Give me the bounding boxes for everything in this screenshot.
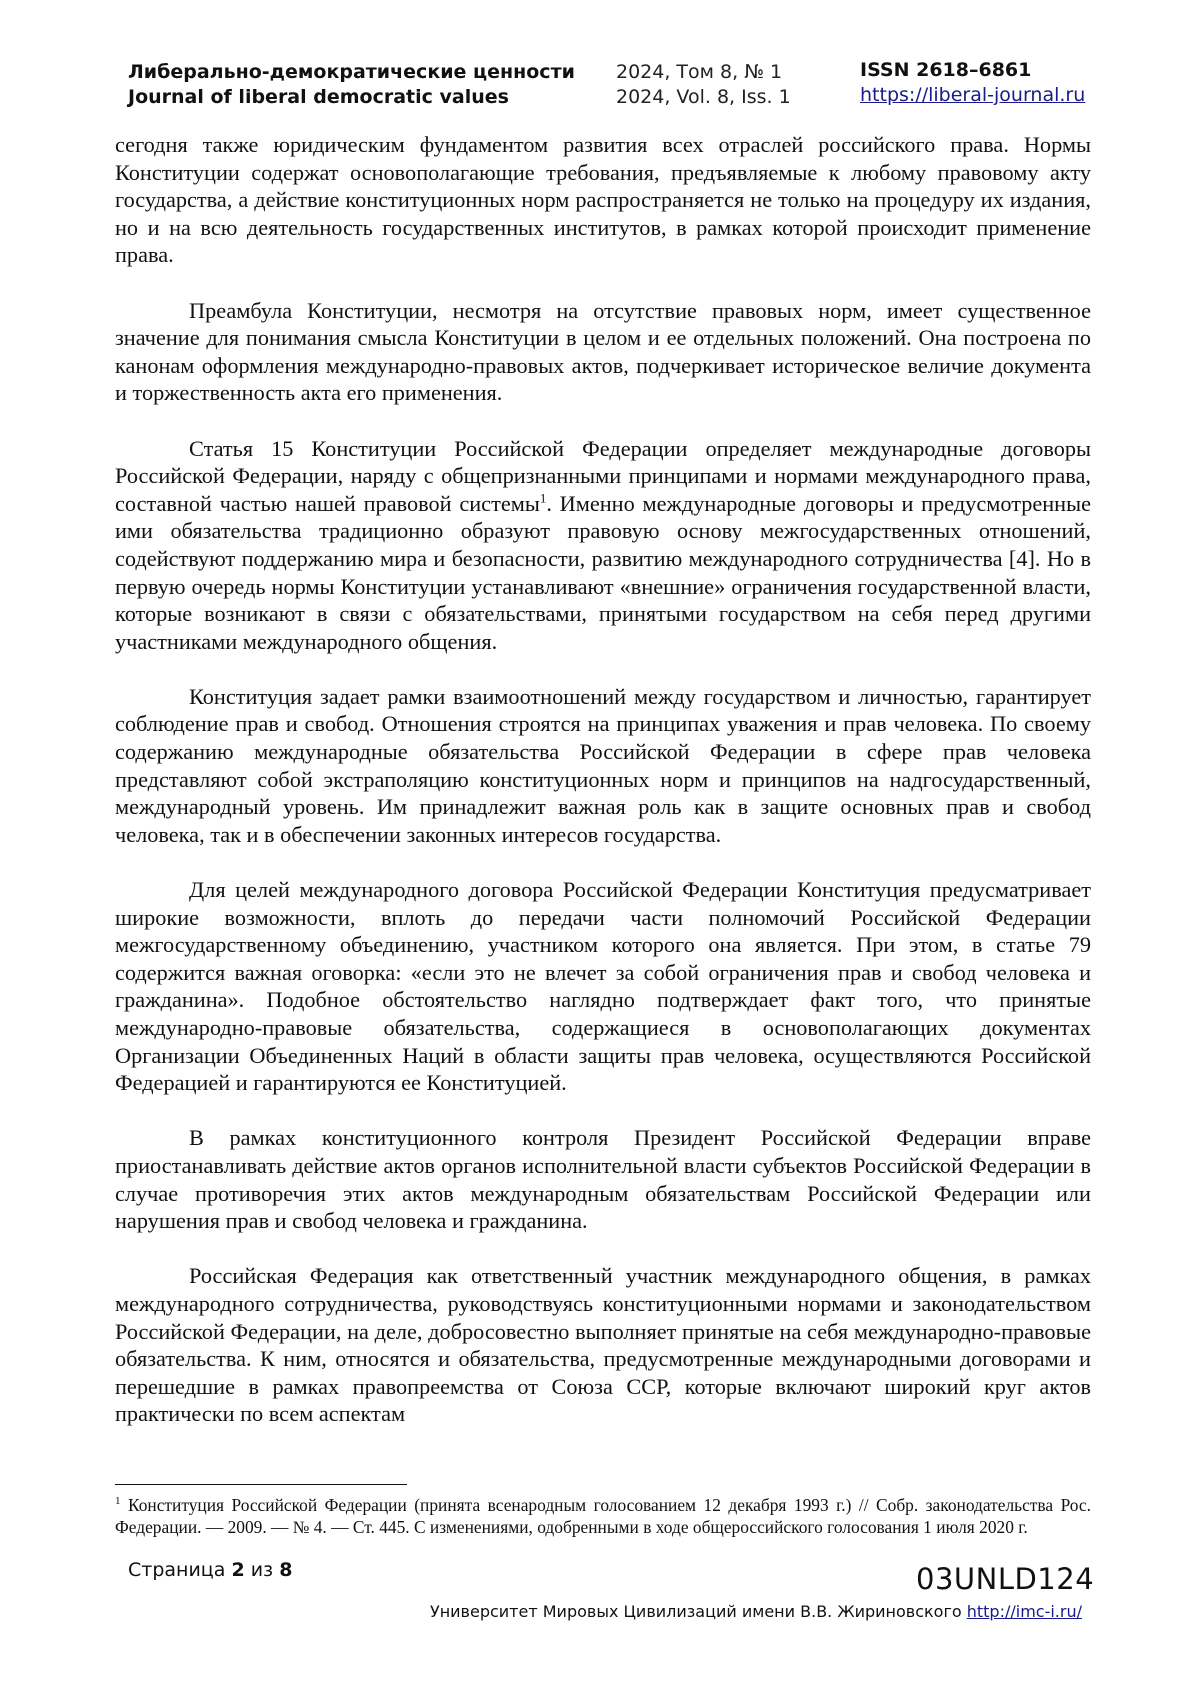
footnote-ref[interactable]: 1 <box>539 490 547 506</box>
university-url-link[interactable]: http://imc-i.ru/ <box>966 1602 1082 1621</box>
paragraph-2: Преамбула Конституции, несмотря на отсутствие правовых норм, имеет существенное значение для понимания смысла Конституции в целом и ее отдельных положений. Она построена по канонам оформления международно-правовых актов, подчеркивает историческое величие документа и торжественность акта его применения. <box>115 297 1091 406</box>
footnote <box>115 1494 1091 1538</box>
paragraph-1: сегодня также юридическим фундаментом развития всех отраслей российского права. Нормы Конституции содержат основополагающие требования, предъявляемые к любому правовому акту государства, а действие конституционных норм распространяется не только на процедуру их издания, но и на всю деятельность государственных институтов, в рамках которой происходит применение права. <box>115 132 1091 268</box>
issue-info <box>616 60 791 110</box>
footnote-divider <box>115 1484 407 1485</box>
paragraph-4: Конституция задает рамки взаимоотношений между государством и личностью, гарантирует соблюдение прав и свобод. Отношения строятся на принципах уважения и прав человека. По своему содержанию международные обязательства Российской Федерации в сфере прав человека представляют собой экстраполяцию конституционных норм и принципов на надгосударственный, международный уровень. Им принадлежит важная роль как в защите основных прав и свобод человека, так и в обеспечении законных интересов государства. <box>115 683 1091 847</box>
footnote-text: Конституция Российской Федерации (принята всенародным голосованием 12 декабря 1993 г.) // Собр. законодательства Рос. Федерации. — 2009. — № 4. — Ст. 445. С изменениями, одобренными в ходе общероссийского голосования 1 июля 2020 г. <box>115 1495 1091 1537</box>
journal-url-link[interactable]: https://liberal-journal.ru <box>860 84 1086 106</box>
page-mid: из <box>244 1559 280 1581</box>
university-name: Университет Мировых Цивилизаций имени В.В. Жириновского <box>429 1602 967 1621</box>
article-body <box>115 131 1091 1456</box>
issue-en: 2024, Vol. 8, Iss. 1 <box>616 86 791 108</box>
page-number <box>128 1559 292 1581</box>
paragraph-3 <box>115 435 1091 656</box>
journal-title <box>128 60 575 110</box>
university-line <box>430 1602 1082 1621</box>
page-current: 2 <box>231 1559 245 1581</box>
paragraph-3-text-b: . Именно международные договоры и предусмотренные ими обязательства традиционно образуют правовую основу межгосударственных отношений, содействуют поддержанию мира и безопасности, развитию международного сотрудничества [4]. Но в первую очередь нормы Конституции устанавливают «внешние» ограничения государственной власти, которые возникают в связи с обязательствами, принятыми государством на себя перед другими участниками международного общения. <box>115 490 1091 654</box>
page-total: 8 <box>279 1559 293 1581</box>
issue-ru: 2024, Том 8, № 1 <box>616 61 783 83</box>
journal-id <box>860 58 1085 108</box>
paragraph-3-text-a: Статья 15 Конституции Российской Федерации определяет международные договоры Российской Федерации, наряду с общепризнанными принципами и нормами международного права, составной частью нашей правовой системы <box>115 435 1091 516</box>
paragraph-5: Для целей международного договора Российской Федерации Конституция предусматривает широкие возможности, вплоть до передачи части полномочий Российской Федерации межгосударственному объединению, участником которого она является. При этом, в статье 79 содержится важная оговорка: «если это не влечет за собой ограничения прав и свобод человека и гражданина». Подобное обстоятельство наглядно подтверждает факт того, что принятые международно-правовые обязательства, содержащиеся в основополагающих документах Организации Объединенных Наций в области защиты прав человека, осуществляются Российской Федерацией и гарантируются ее Конституцией. <box>115 877 1091 1096</box>
journal-title-en: Journal of liberal democratic values <box>128 86 509 108</box>
footnote-marker: 1 <box>115 1495 121 1508</box>
paragraph-6: В рамках конституционного контроля Президент Российской Федерации вправе приостанавливать действие актов органов исполнительной власти субъектов Российской Федерации в случае противоречия этих актов международным обязательствам Российской Федерации или нарушения прав и свобод человека и гражданина. <box>115 1125 1091 1234</box>
document-code: 03UNLD124 <box>916 1562 1095 1596</box>
paragraph-7: Российская Федерация как ответственный участник международного общения, в рамках международного сотрудничества, руководствуясь конституционными нормами и законодательством Российской Федерации, на деле, добросовестно выполняет принятые на себя международно-правовые обязательства. К ним, относятся и обязательства, предусмотренные международными договорами и перешедшие в рамках правопреемства от Союза ССР, которые включают широкий круг актов практически по всем аспектам <box>115 1263 1091 1427</box>
journal-title-ru: Либерально-демократические ценности <box>128 61 575 83</box>
page-prefix: Страница <box>128 1559 232 1581</box>
issn: ISSN 2618–6861 <box>860 59 1032 81</box>
